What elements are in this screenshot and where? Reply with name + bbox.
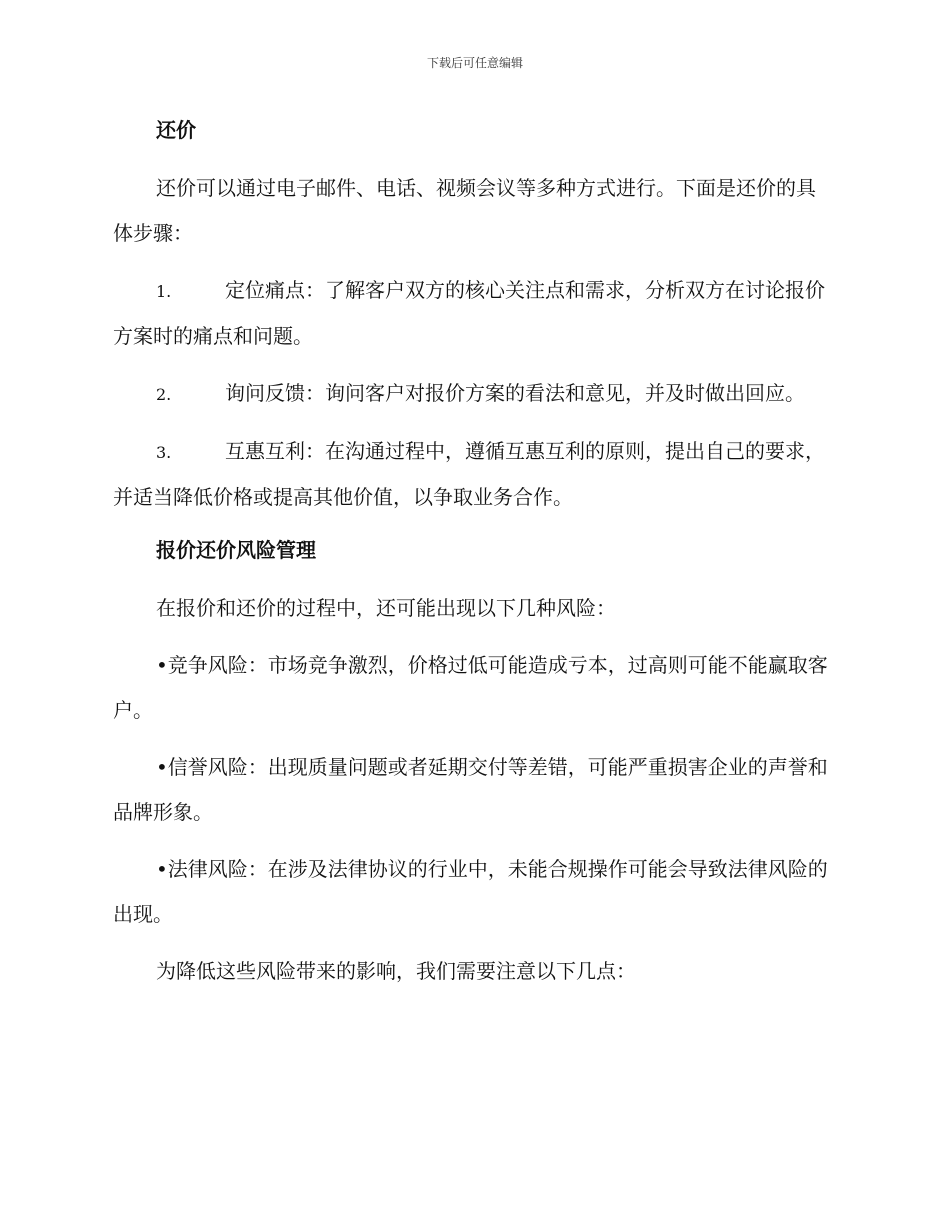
risk-item-competition: [113, 643, 835, 733]
step-item-2: [113, 371, 835, 417]
document-body: [113, 112, 835, 1006]
section-heading-risk-management: 报价还价风险管理: [156, 538, 316, 562]
step-number: 3.: [156, 443, 172, 462]
step-number: 1.: [156, 282, 172, 301]
closing-paragraph: 为降低这些风险带来的影响，我们需要注意以下几点：: [156, 959, 636, 983]
risk-text: 竞争风险：市场竞争激烈，价格过低可能造成亏本，过高则可能不能赢取客户。: [113, 653, 828, 722]
step-item-1: [113, 268, 835, 359]
header-note: 下载后可任意编辑: [426, 56, 523, 70]
step-text: 询问反馈：询问客户对报价方案的看法和意见，并及时做出回应。: [225, 381, 805, 405]
step-number: 2.: [156, 385, 172, 404]
step-item-3: [113, 429, 835, 520]
risk-item-legal: [113, 847, 835, 937]
risk-text: 信誉风险：出现质量问题或者延期交付等差错，可能严重损害企业的声誉和品牌形象。: [113, 755, 828, 824]
risk-text: 法律风险：在涉及法律协议的行业中，未能合规操作可能会导致法律风险的出现。: [113, 857, 828, 926]
risk-intro-paragraph: 在报价和还价的过程中，还可能出现以下几种风险：: [156, 596, 616, 620]
bullet-icon: •: [156, 755, 168, 779]
bullet-icon: •: [156, 653, 168, 677]
section-heading-counter-offer: 还价: [156, 118, 196, 142]
risk-item-reputation: [113, 745, 835, 835]
step-text: 定位痛点：了解客户双方的核心关注点和需求，分析双方在讨论报价方案时的痛点和问题。: [113, 278, 825, 348]
intro-paragraph: 还价可以通过电子邮件、电话、视频会议等多种方式进行。下面是还价的具体步骤：: [113, 176, 816, 245]
bullet-icon: •: [156, 857, 168, 881]
step-text: 互惠互利：在沟通过程中，遵循互惠互利的原则，提出自己的要求，并适当降低价格或提高其他价值，以争取业务合作。: [113, 439, 825, 509]
